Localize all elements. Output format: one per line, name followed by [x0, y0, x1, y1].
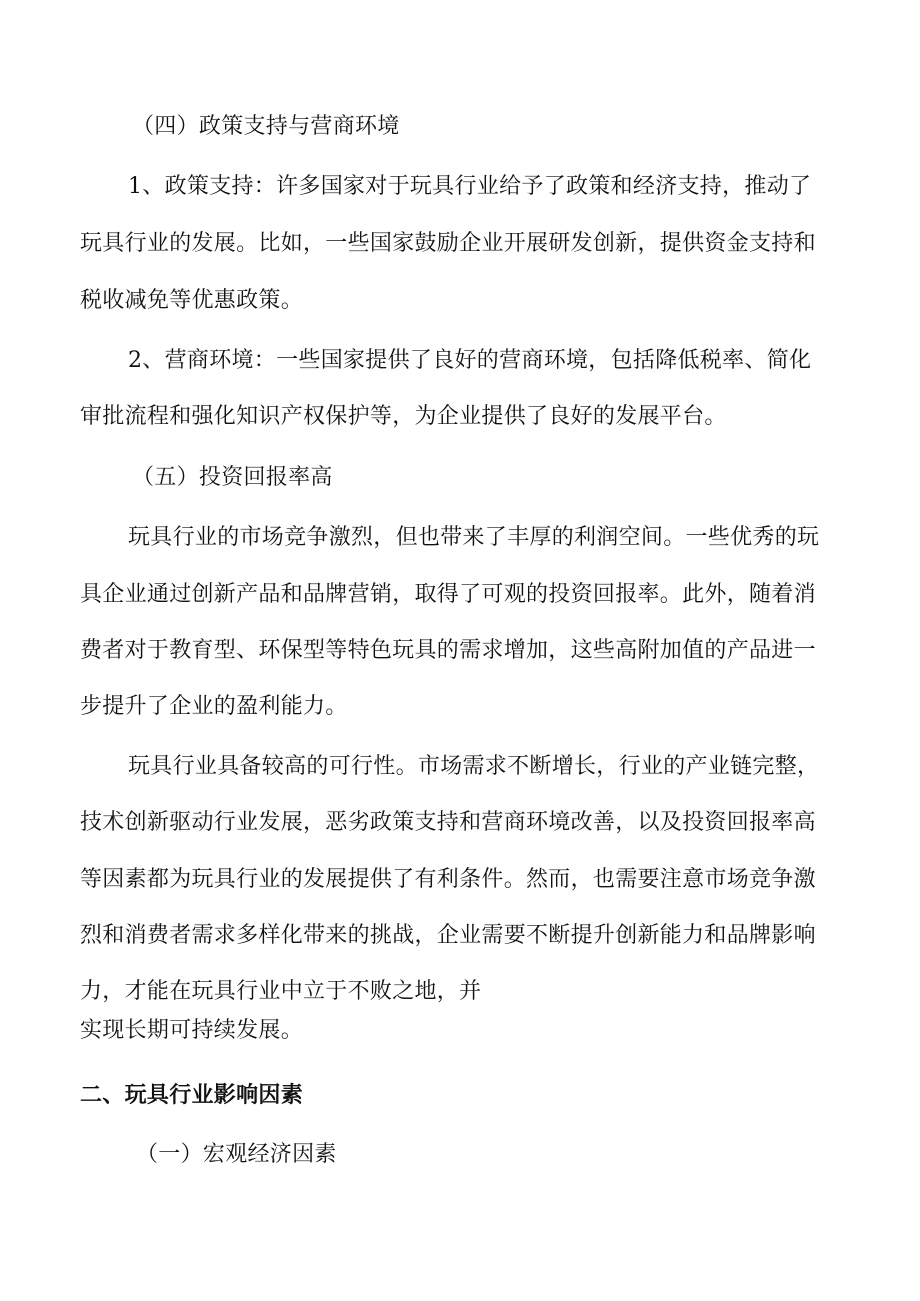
section-heading-4: （四）政策支持与营商环境 [132, 114, 400, 139]
paragraph-policy-line-1: 1、政策支持：许多国家对于玩具行业给予了政策和经济支持，推动了 [128, 174, 812, 199]
paragraph-summary-line-4: 烈和消费者需求多样化带来的挑战，企业需要不断提升创新能力和品牌影响 [80, 923, 816, 948]
paragraph-return-line-3: 费者对于教育型、环保型等特色玩具的需求增加，这些高附加值的产品进一 [80, 638, 816, 663]
paragraph-summary-line-1: 玩具行业具备较高的可行性。市场需求不断增长，行业的产业链完整， [128, 754, 820, 779]
paragraph-policy-line-2: 玩具行业的发展。比如，一些国家鼓励企业开展研发创新，提供资金支持和 [80, 231, 816, 256]
paragraph-summary-line-2: 技术创新驱动行业发展，恶劣政策支持和营商环境改善，以及投资回报率高 [80, 810, 816, 835]
paragraph-summary-line-5: 力，才能在玩具行业中立于不败之地，并 [80, 979, 482, 1004]
section-heading-5: （五）投资回报率高 [132, 465, 333, 490]
paragraph-return-line-1: 玩具行业的市场竞争激烈，但也带来了丰厚的利润空间。一些优秀的玩 [128, 525, 820, 550]
paragraph-business-line-2: 审批流程和强化知识产权保护等，为企业提供了良好的发展平台。 [80, 404, 727, 429]
paragraph-return-line-4: 步提升了企业的盈利能力。 [80, 694, 348, 719]
paragraph-policy-line-3: 税收减免等优惠政策。 [80, 288, 304, 313]
paragraph-summary-line-6: 实现长期可持续发展。 [80, 1018, 304, 1043]
paragraph-summary-line-3: 等因素都为玩具行业的发展提供了有利条件。然而，也需要注意市场竞争激 [80, 867, 816, 892]
paragraph-return-line-2: 具企业通过创新产品和品牌营销，取得了可观的投资回报率。此外，随着消 [80, 582, 816, 607]
chapter-heading-2: 二、玩具行业影响因素 [80, 1082, 304, 1108]
paragraph-business-line-1: 2、营商环境：一些国家提供了良好的营商环境，包括降低税率、简化 [128, 348, 812, 373]
section-heading-1: （一）宏观经济因素 [136, 1142, 337, 1167]
